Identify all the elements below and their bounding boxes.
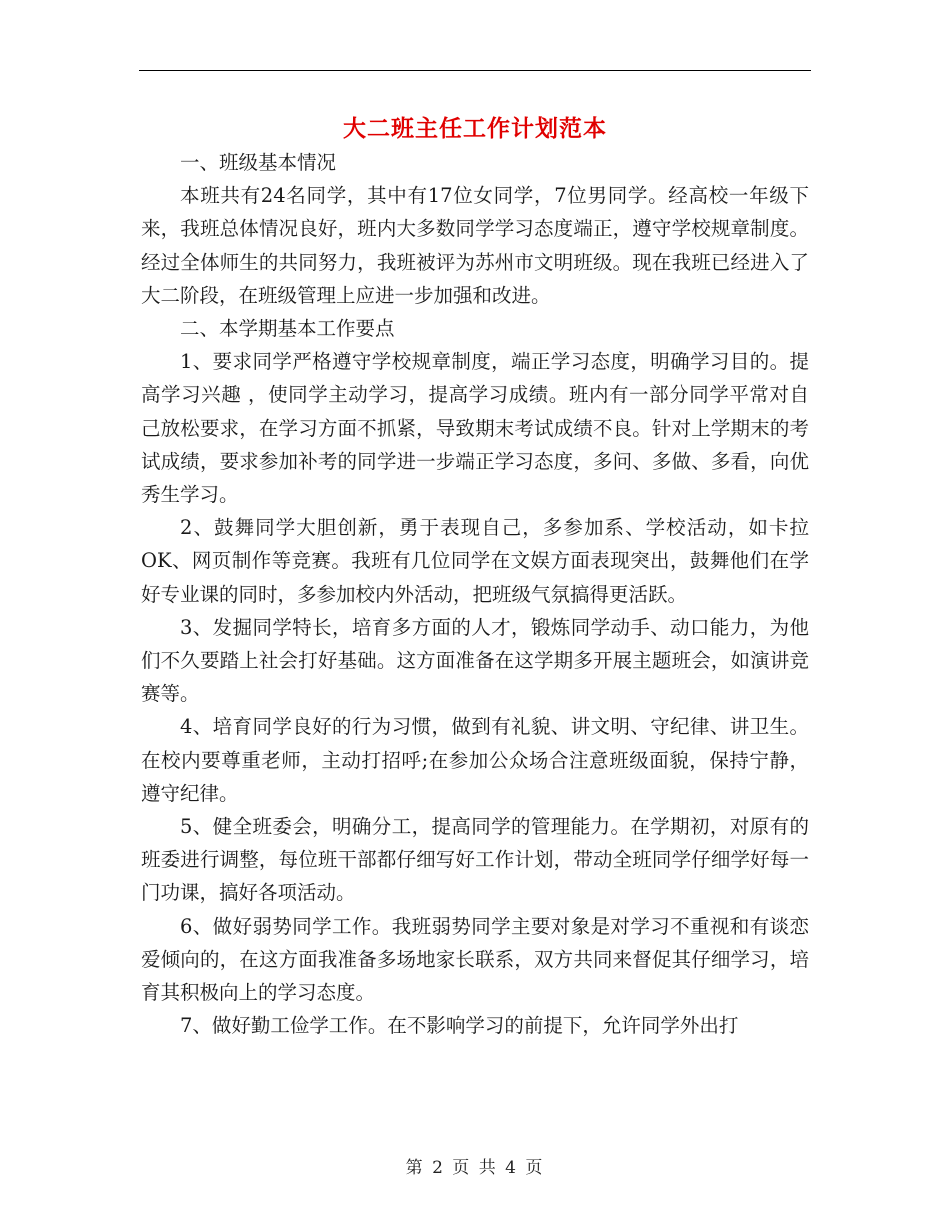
paragraph-point-6: 6、做好弱势同学工作。我班弱势同学主要对象是对学习不重视和有谈恋爱倾向的，在这方面我准备多场地家长联系，双方共同来督促其仔细学习，培育其积极向上的学习态度。 xyxy=(141,914,809,1005)
paragraph-point-5: 5、健全班委会，明确分工，提高同学的管理能力。在学期初，对原有的班委进行调整，每位班干部都仔细写好工作计划，带动全班同学仔细学好每一门功课，搞好各项活动。 xyxy=(141,815,809,905)
page-number-footer: 第 2 页 共 4 页 xyxy=(405,1158,545,1178)
document-body xyxy=(141,146,809,1042)
section-heading-basic-info: 一、班级基本情况 xyxy=(180,151,337,174)
header-rule xyxy=(139,70,811,71)
paragraph-point-4: 4、培育同学良好的行为习惯，做到有礼貌、讲文明、守纪律、讲卫生。在校内要尊重老师，主动打招呼;在参加公众场合注意班级面貌，保持宁静，遵守纪律。 xyxy=(141,715,809,805)
section-heading-work-points: 二、本学期基本工作要点 xyxy=(180,317,395,341)
document-title: 大二班主任工作计划范本 xyxy=(343,115,607,142)
paragraph-point-7: 7、做好勤工俭学工作。在不影响学习的前提下，允许同学外出打 xyxy=(180,1014,739,1038)
paragraph-point-3: 3、发掘同学特长，培育多方面的人才，锻炼同学动手、动口能力，为他们不久要踏上社会打好基础。这方面准备在这学期多开展主题班会，如演讲竞赛等。 xyxy=(141,615,809,706)
paragraph-point-1: 1、要求同学严格遵守学校规章制度，端正学习态度，明确学习目的。提高学习兴趣 ，使同学主动学习，提高学习成绩。班内有一部分同学平常对自己放松要求，在学习方面不抓紧，导致期末考试成绩不良。针对上学期末的考试成绩，要求参加补考的同学进一步端正学习态度，多问、多做、多看，向优秀生学习。 xyxy=(141,350,809,507)
paragraph-point-2: 2、鼓舞同学大胆创新，勇于表现自己，多参加系、学校活动，如卡拉OK、网页制作等竞赛。我班有几位同学在文娱方面表现突出，鼓舞他们在学好专业课的同时，多参加校内外活动，把班级气氛搞得更活跃。 xyxy=(141,516,809,606)
paragraph-class-overview: 本班共有24名同学，其中有17位女同学，7位男同学。经高校一年级下来，我班总体情况良好，班内大多数同学学习态度端正，遵守学校规章制度。经过全体师生的共同努力，我班被评为苏州市文明班级。现在我班已经进入了大二阶段，在班级管理上应进一步加强和改进。 xyxy=(141,184,809,307)
